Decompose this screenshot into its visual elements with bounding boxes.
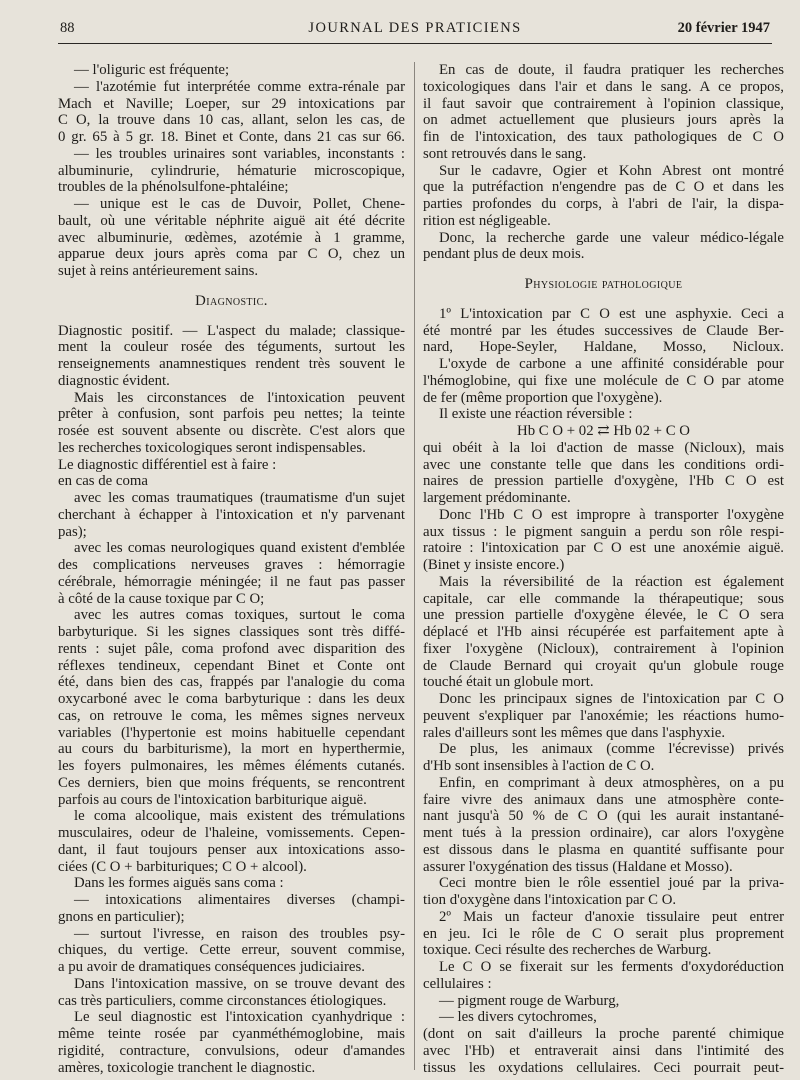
text-line: — l'azotémie fut interprétée comme extra-rénale par: [74, 78, 405, 95]
page-header: [58, 17, 772, 44]
text-line: réflexes tendineux, cependant Binet et Conte ont: [58, 657, 405, 674]
text-line: à côté de la cause toxique par C O;: [58, 590, 265, 607]
text-line: avec albuminurie, œdèmes, azotémie à 1 gramme,: [58, 229, 405, 246]
text-line: fin de l'intoxication, des taux pathologiques de C O: [423, 129, 784, 145]
text-line: cherchant à échapper à l'intoxication et n'y parvenant: [58, 506, 405, 523]
text-line: Mais la réversibilité de la réaction est également: [439, 573, 784, 590]
text-line: avec les comas traumatiques (traumatisme d'un sujet: [74, 490, 405, 506]
right-column: [423, 62, 784, 1076]
text-line: nard, Hope-Seyler, Haldane, Mosso, Nicloux.: [423, 339, 784, 356]
text-line: que la putréfaction n'engendre pas de C O et dans les: [423, 179, 784, 196]
text-line: une pression partielle d'oxygène élevée, le C O sera: [423, 607, 784, 624]
text-line: — pigment rouge de Warburg,: [439, 992, 620, 1009]
text-line: Le diagnostic différentiel est à faire :: [58, 456, 277, 473]
text-line: rition est négligeable.: [423, 212, 551, 229]
text-line: l'hémoglobine, qui fixe une molécule de C O par atome: [423, 372, 784, 389]
text-line: rigidité, contracture, convulsions, odeur d'amandes: [58, 1042, 405, 1059]
text-line: dant, il faut toujours penser aux intoxications asso-: [58, 841, 405, 858]
left-column: [58, 62, 405, 1076]
text-line: musculaires, odeur de l'haleine, vomissements. Cepen-: [58, 825, 405, 841]
spacer: [58, 280, 405, 293]
text-line: toxicologiques dans l'air et dans le sang. A ce propos,: [423, 78, 784, 95]
text-line: Sur le cadavre, Ogier et Kohn Abrest ont montré: [439, 162, 784, 179]
text-line: Le seul diagnostic est l'intoxication cyanhydrique :: [74, 1009, 405, 1026]
text-line: des complications nerveuses graves : hémorragie: [58, 557, 405, 573]
text-line: Mach et Naville; Loeper, sur 29 intoxications par: [58, 95, 405, 112]
text-line: prêter à confusion, sont parfois peu nettes; la teinte: [58, 406, 405, 423]
text-line: même teinte rosée par cyanméthémoglobine, mais: [58, 1026, 405, 1042]
text-line: les foyers pulmonaires, les mêmes éléments cutanés.: [58, 758, 405, 774]
text-line: 0 gr. 65 à 5 gr. 18. Binet et Conte, dans 21 cas sur 66.: [58, 129, 405, 145]
text-line: avec les autres comas toxiques, surtout le coma: [74, 607, 405, 624]
section-heading: Hb C O + 02 ⇄ Hb 02 + C O: [517, 423, 690, 439]
text-line: — les divers cytochromes,: [439, 1009, 597, 1026]
text-line: Ceci montre bien le rôle essentiel joué par la priva-: [439, 875, 784, 892]
text-line: En cas de doute, il faudra pratiquer les recherches: [439, 62, 784, 78]
text-line: Donc les principaux signes de l'intoxication par C O: [439, 691, 784, 707]
text-line: aux tissus : le pigment sanguin a perdu son rôle respi-: [423, 523, 784, 540]
text-line: Donc, la recherche garde une valeur médico-légale: [439, 229, 784, 246]
issue-date: 20 février 1947: [677, 20, 770, 36]
text-line: albuminurie, cylindrurie, hématurie microscopique,: [58, 162, 405, 179]
text-line: — intoxications alimentaires diverses (champi-: [74, 892, 405, 908]
text-line: avec l'Hb) et entraverait ainsi dans l'intimité des: [423, 1042, 784, 1059]
text-line: — surtout l'ivresse, en raison des troubles psy-: [74, 925, 405, 942]
text-line: Mais les circonstances de l'intoxication peuvent: [74, 389, 405, 406]
text-line: tissus les oxydations cellulaires. Ceci pourrait peut-: [423, 1059, 784, 1076]
text-line: largement prédominante.: [423, 490, 571, 506]
spacer: [423, 293, 784, 306]
text-line: cérébrale, hémorragie méningée; il ne faut pas passer: [58, 573, 405, 590]
text-line: déplacé et l'Hb ainsi récupérée est parfaitement apte à: [423, 624, 784, 640]
text-line: Ces derniers, bien que moins fréquents, se rencontrent: [58, 774, 405, 791]
spacer: [58, 310, 405, 323]
text-line: diagnostic évident.: [58, 372, 170, 389]
text-line: de Claude Bernard qui croyait qu'un globule rouge: [423, 657, 784, 674]
text-line: capitale, car elle commande la thérapeutique; sous: [423, 590, 784, 607]
text-line: apparue deux jours après coma par C O, chez un: [58, 246, 405, 263]
text-line: cas, on retrouve le coma, les mêmes signes nerveux: [58, 707, 405, 724]
text-line: cellulaires :: [423, 975, 492, 992]
text-line: C O, la trouve dans 10 cas, allant, selon les cas, de: [58, 112, 405, 129]
text-line: chiques, du vertige. Cette erreur, souvent commise,: [58, 942, 405, 959]
text-line: variables (l'hypertonie est moins habituelle cependant: [58, 724, 405, 741]
text-line: Enfin, en comprimant à deux atmosphères, on a pu: [439, 774, 784, 791]
text-line: — unique est le cas de Duvoir, Pollet, Chene-: [74, 196, 405, 212]
text-line: renseignements anamnestiques rendent très souvent le: [58, 356, 405, 372]
text-line: rosée est souvent absente ou discrète. C'est alors que: [58, 423, 405, 439]
section-heading: Diagnostic.: [195, 292, 268, 309]
text-line: de fer (même proportion que l'oxygène).: [423, 389, 663, 406]
text-line: été montré par les études successives de Claude Ber-: [423, 322, 784, 339]
text-line: rents : sujet pâle, coma profond avec disparition des: [58, 640, 405, 657]
text-line: amères, toxicologie tranchent le diagnostic.: [58, 1059, 316, 1076]
text-line: fixer l'oxygène (Nicloux), contrairement à l'opinion: [423, 640, 784, 657]
section-heading: Physiologie pathologique: [524, 276, 683, 292]
journal-title: JOURNAL DES PRATICIENS: [308, 20, 522, 36]
column-divider: [414, 62, 415, 1070]
text-line: — les troubles urinaires sont variables, inconstants :: [74, 145, 405, 162]
text-line: Donc l'Hb C O est impropre à transporter l'oxygène: [439, 506, 784, 523]
text-line: est dissous dans le plasma en quantité suffisante pour: [423, 841, 784, 858]
text-line: peuvent s'expliquer par l'anoxémie; les réactions humo-: [423, 707, 784, 724]
text-line: 1º L'intoxication par C O est une asphyxie. Ceci a: [439, 305, 784, 322]
text-line: ment la couleur rosée des téguments, surtout les: [58, 339, 405, 356]
text-line: (Binet y insiste encore.): [423, 557, 565, 573]
text-line: L'oxyde de carbone a une affinité considérable pour: [439, 356, 784, 372]
text-line: avec une constante telle que dans les conditions ordi-: [423, 456, 784, 473]
text-line: qui obéit à la loi d'action de masse (Nicloux), mais: [423, 439, 784, 456]
text-line: sont retrouvés dans le sang.: [423, 145, 587, 162]
text-line: parfois au cours de l'intoxication barbiturique aiguë.: [58, 791, 367, 808]
text-line: ment tués à la pression ordinaire), car alors l'oxygène: [423, 825, 784, 841]
text-line: gnons en particulier);: [58, 908, 185, 925]
text-line: cas très particuliers, comme circonstances étiologiques.: [58, 992, 387, 1009]
text-line: toxique. Ceci résulte des recherches de Warburg.: [423, 942, 712, 959]
text-line: d'Hb sont insensibles à l'action de C O.: [423, 758, 655, 774]
text-line: Dans les formes aiguës sans coma :: [74, 875, 284, 892]
text-line: touché était un globule mort.: [423, 674, 594, 691]
text-line: faire vivre des animaux dans une atmosphère conte-: [423, 791, 784, 808]
spacer: [423, 263, 784, 276]
text-line: Le C O se fixerait sur les ferments d'oxydoréduction: [439, 959, 784, 975]
text-line: 2º Mais un facteur d'anoxie tissulaire peut entrer: [439, 908, 784, 925]
text-line: Dans l'intoxication massive, on se trouve devant des: [74, 975, 405, 992]
text-line: ciées (C O + barbituriques; C O + alcool).: [58, 858, 307, 875]
text-line: bault, où une véritable néphrite aiguë ait été décrite: [58, 212, 405, 229]
text-line: été, dans bien des cas, frappés par l'analogie du coma: [58, 674, 405, 691]
text-line: il faut savoir que contrairement à l'opinion classique,: [423, 95, 784, 112]
text-line: avec les comas neurologiques quand existent d'emblée: [74, 540, 405, 557]
text-line: barbyturique. Si les signes classiques sont très diffé-: [58, 624, 405, 640]
text-line: parties profondes du corps, à l'abri de l'air, la dispa-: [423, 196, 784, 212]
text-line: au cours du barbiturisme), la mort en hyperthermie,: [58, 741, 405, 758]
text-line: De plus, les animaux (comme l'écrevisse) privés: [439, 741, 784, 758]
text-line: nant jusqu'à 50 % de C O (qui les aurait instantané-: [423, 808, 784, 825]
text-line: ratoire : l'intoxication par C O est une anoxémie aiguë.: [423, 540, 784, 557]
text-line: en cas de coma: [58, 473, 148, 490]
text-line: les recherches toxicologiques seront indispensables.: [58, 439, 366, 456]
text-line: naires de pression partielle d'oxygène, l'Hb C O est: [423, 473, 784, 490]
text-line: le coma alcoolique, mais existent des trémulations: [74, 808, 405, 825]
text-line: pas);: [58, 523, 87, 540]
text-line: assurer l'oxygénation des tissus (Haldane et Mosso).: [423, 858, 733, 875]
text-line: Diagnostic positif. — L'aspect du malade; classique-: [58, 322, 405, 339]
text-line: (dont on sait d'ailleurs la proche parenté chimique: [423, 1026, 784, 1042]
text-line: pendant plus de deux mois.: [423, 246, 585, 263]
text-line: troubles de la phénolsulfone-phtaléine;: [58, 179, 289, 196]
text-line: on admet actuellement que plusieurs jours après la: [423, 112, 784, 129]
text-line: Il existe une réaction réversible :: [439, 406, 633, 423]
text-line: en jeu. Ici le rôle de C O serait plus proprement: [423, 925, 784, 942]
text-line: rales d'ailleurs sont les mêmes que dans l'asphyxie.: [423, 724, 726, 741]
text-line: — l'oliguric est fréquente;: [74, 62, 230, 78]
page-number: 88: [60, 20, 75, 36]
text-line: sujet à reins antérieurement sains.: [58, 263, 259, 279]
text-line: oxycarboné avec le coma barbyturique : dans les deux: [58, 691, 405, 707]
text-line: a pu avoir de dramatiques conséquences judiciaires.: [58, 959, 365, 975]
text-line: tion d'oxygène dans l'intoxication par C O.: [423, 892, 677, 908]
